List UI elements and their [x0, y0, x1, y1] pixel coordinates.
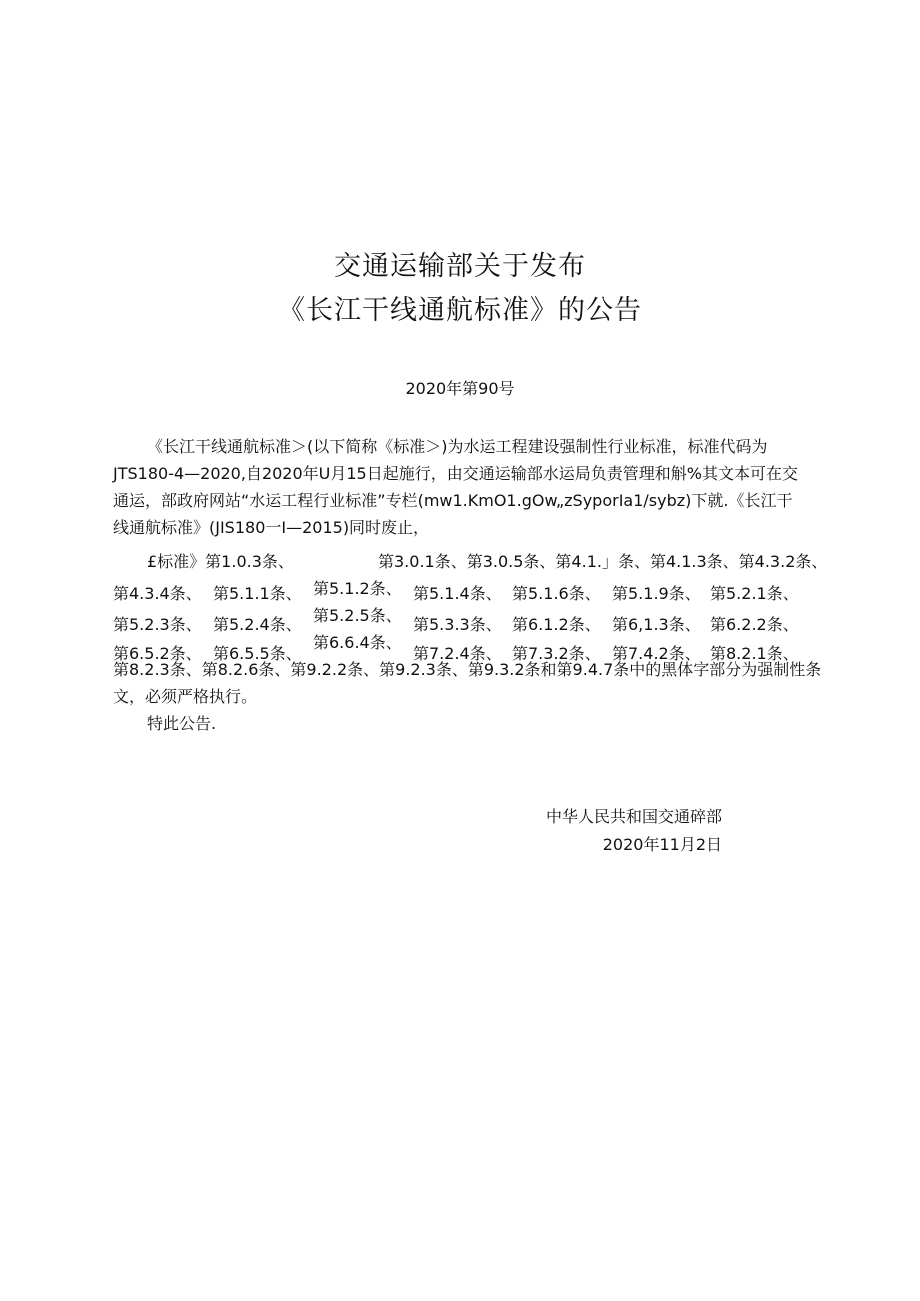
clause-item: 第6.6.4条、 [313, 633, 402, 652]
clause-item: 第5.3.3条、 [413, 615, 502, 634]
clause-item: 第5.1.1条、 [213, 584, 302, 603]
clause-list-block [113, 544, 833, 663]
document-number: 2020年第90号 [405, 379, 515, 398]
clause-item: 第7.4.2条、 [612, 644, 701, 663]
paragraph-line: 特此公告. [147, 714, 217, 733]
announcement-title-line1: 交通运输部关于发布 [334, 251, 586, 282]
clause-item: 第6,1.3条、 [612, 615, 701, 634]
clause-item: 第6.5.2条、 [113, 644, 202, 663]
paragraph-line: 文，必须严格执行。 [113, 687, 258, 706]
clause-item: £标准》第1.0.3条、 [147, 552, 294, 571]
clause-item: 第5.2.4条、 [213, 615, 302, 634]
body-paragraph-2 [113, 656, 822, 737]
clause-item: 第6.2.2条、 [710, 615, 799, 634]
paragraph-line: 线通航标准》(JIS180一I—2015)同时废止， [113, 518, 430, 537]
clause-item: 第5.1.9条、 [612, 584, 701, 603]
announcement-title-line2: 《长江干线通航标准》的公告 [278, 295, 642, 326]
clause-item: 第7.2.4条、 [413, 644, 502, 663]
clause-item: 第4.3.4条、 [113, 584, 202, 603]
clause-item: 第5.2.5条、 [313, 606, 402, 625]
clause-item: 第3.0.1条、第3.0.5条、第4.1.」条、第4.1.3条、第4.3.2条、 [378, 552, 828, 571]
clause-item: 第8.2.1条、 [710, 644, 799, 663]
paragraph-line: 通运，部政府网站“水运工程行业标准”专栏(mw1.KmO1.gOw„zSyporIa1∕sybz)下就.《长江干 [113, 491, 793, 510]
paragraph-line: 第8.2.3条、第8.2.6条、第9.2.2条、第9.2.3条、第9.3.2条和第9.4.7条中的黑体字部分为强制性条 [113, 660, 822, 679]
clause-item: 第5.2.1条、 [710, 584, 799, 603]
paragraph-line: 《长江干线通航标准＞(以下简称《标准＞)为水运工程建设强制性行业标准，标准代码为 [147, 437, 768, 456]
clause-item: 第7.3.2条、 [512, 644, 601, 663]
clause-item: 第5.2.3条、 [113, 615, 202, 634]
signature-date: 2020年11月2日 [602, 835, 722, 854]
clause-item: 第5.1.2条、 [313, 579, 402, 598]
signature-organization: 中华人民共和国交通碎部 [545, 807, 722, 826]
body-paragraph-1 [113, 433, 813, 541]
clause-item: 第5.1.4条、 [413, 584, 502, 603]
clause-item: 第6.5.5条、 [213, 644, 302, 663]
clause-item: 第6.1.2条、 [512, 615, 601, 634]
clause-item: 第5.1.6条、 [512, 584, 601, 603]
paragraph-line: JTS180-4—2020,自2020年U月15日起施行，由交通运输部水运局负责管理和斛%其文本可在交 [113, 464, 798, 483]
